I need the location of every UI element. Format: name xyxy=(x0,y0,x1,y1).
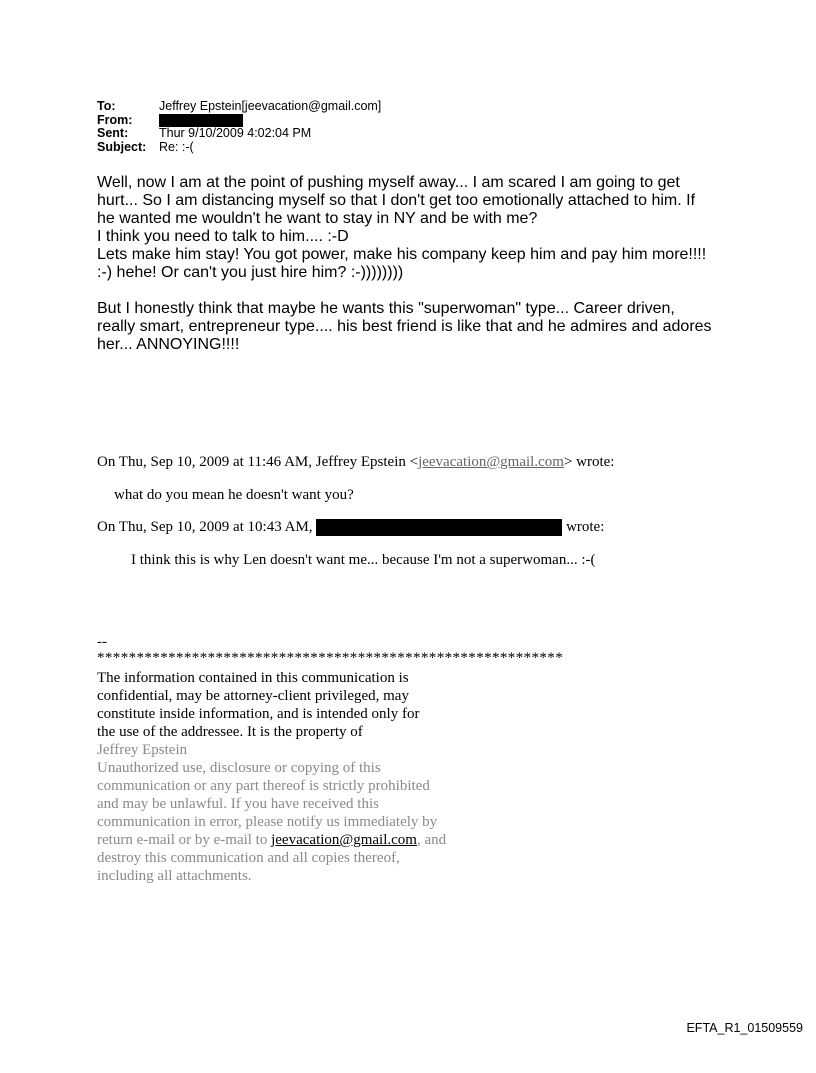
attribution-text: > wrote: xyxy=(563,454,615,470)
body-paragraph-2 xyxy=(97,300,737,354)
disclaimer-text: , and xyxy=(416,832,447,848)
body-line: hurt... So I am distancing myself so that I don't get too emotionally attached to him. If xyxy=(97,192,696,209)
attribution-text: wrote: xyxy=(566,519,605,535)
attribution-1 xyxy=(97,453,614,471)
attribution-2 xyxy=(97,518,604,536)
body-line: really smart, entrepreneur type.... his best friend is like that and he admires and adores xyxy=(97,318,712,335)
body-line: Well, now I am at the point of pushing myself away... I am scared I am going to get xyxy=(97,174,680,191)
email-link[interactable]: jeevacation@gmail.com xyxy=(271,832,417,848)
body-line: Lets make him stay! You got power, make his company keep him and pay him more!!!! xyxy=(97,246,707,263)
email-body xyxy=(97,174,737,372)
disclaimer-line xyxy=(97,831,563,849)
disclaimer-line: including all attachments. xyxy=(97,868,252,884)
body-paragraph-1 xyxy=(97,174,737,282)
to-label: To: xyxy=(97,99,116,113)
from-label: From: xyxy=(97,112,133,127)
redaction-box xyxy=(159,114,243,127)
disclaimer-line: confidential, may be attorney-client privileged, may xyxy=(97,688,409,704)
disclaimer-line: and may be unlawful. If you have received this xyxy=(97,796,379,812)
attribution-text: On Thu, Sep 10, 2009 at 10:43 AM, xyxy=(97,519,313,535)
disclaimer-line: Unauthorized use, disclosure or copying of this xyxy=(97,760,381,776)
document-id: EFTA_R1_01509559 xyxy=(686,1021,803,1035)
attribution-text: On Thu, Sep 10, 2009 at 11:46 AM, Jeffrey Epstein < xyxy=(97,454,419,470)
disclaimer-line: The information contained in this communication is xyxy=(97,670,409,686)
email-header xyxy=(97,100,381,154)
sent-label: Sent: xyxy=(97,126,129,141)
asterisk-divider: *********************************************************** xyxy=(97,650,564,666)
disclaimer-text: return e-mail or by e-mail to xyxy=(97,832,272,848)
disclaimer-line: communication or any part thereof is strictly prohibited xyxy=(97,778,430,794)
redaction-box xyxy=(316,519,562,536)
reply-2: I think this is why Len doesn't want me... because I'm not a superwoman... :-( xyxy=(131,552,596,568)
disclaimer-line: constitute inside information, and is intended only for xyxy=(97,706,420,722)
subject-value: Re: :-( xyxy=(159,139,194,154)
body-line: he wanted me wouldn't he want to stay in NY and be with me? xyxy=(97,210,538,227)
body-line: But I honestly think that maybe he wants this "superwoman" type... Career driven, xyxy=(97,300,675,317)
sent-value: Thur 9/10/2009 4:02:04 PM xyxy=(159,126,312,141)
signature-dashes: -- xyxy=(97,634,107,650)
body-line: her... ANNOYING!!!! xyxy=(97,336,240,353)
body-line: I think you need to talk to him.... :-D xyxy=(97,228,349,245)
email-link[interactable]: jeevacation@gmail.com xyxy=(418,454,564,470)
disclaimer xyxy=(97,633,563,885)
to-value: Jeffrey Epstein[jeevacation@gmail.com] xyxy=(159,99,382,113)
disclaimer-line: Jeffrey Epstein xyxy=(97,742,188,758)
body-line: :-) hehe! Or can't you just hire him? :-)))))))) xyxy=(97,264,404,281)
disclaimer-line: destroy this communication and all copies thereof, xyxy=(97,850,400,866)
disclaimer-line: the use of the addressee. It is the property of xyxy=(97,724,363,740)
subject-label: Subject: xyxy=(97,139,147,154)
disclaimer-line: communication in error, please notify us immediately by xyxy=(97,814,438,830)
reply-1: what do you mean he doesn't want you? xyxy=(114,487,354,503)
